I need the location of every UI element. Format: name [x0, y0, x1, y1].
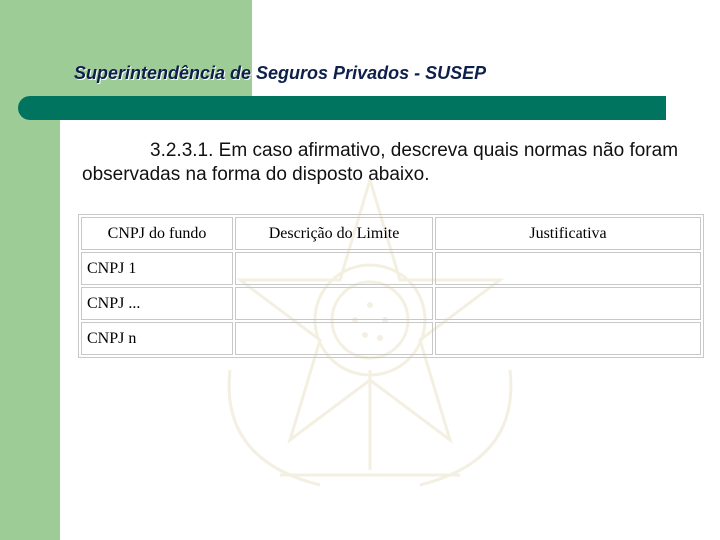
left-decorative-bar [0, 0, 60, 540]
column-header-description: Descrição do Limite [235, 217, 433, 250]
table-cell-cnpj: CNPJ n [81, 322, 233, 355]
table-cell-cnpj: CNPJ 1 [81, 252, 233, 285]
table-cell-description [235, 322, 433, 355]
column-header-cnpj: CNPJ do fundo [81, 217, 233, 250]
title-underline-bar [18, 96, 666, 120]
table-cell-description [235, 287, 433, 320]
page-title: Superintendência de Seguros Privados - SUSEP [74, 63, 487, 83]
instruction-paragraph: 3.2.3.1. Em caso afirmativo, descreva quais normas não foram observadas na forma do disposto abaixo. [82, 140, 679, 185]
table-row [81, 322, 701, 355]
table-cell-justification [435, 287, 701, 320]
table-cell-cnpj: CNPJ ... [81, 287, 233, 320]
table-header-row [81, 217, 701, 250]
table-cell-justification [435, 322, 701, 355]
limits-table [78, 214, 704, 358]
table-cell-justification [435, 252, 701, 285]
table-row [81, 287, 701, 320]
column-header-justification: Justificativa [435, 217, 701, 250]
table-row [81, 252, 701, 285]
table-cell-description [235, 252, 433, 285]
